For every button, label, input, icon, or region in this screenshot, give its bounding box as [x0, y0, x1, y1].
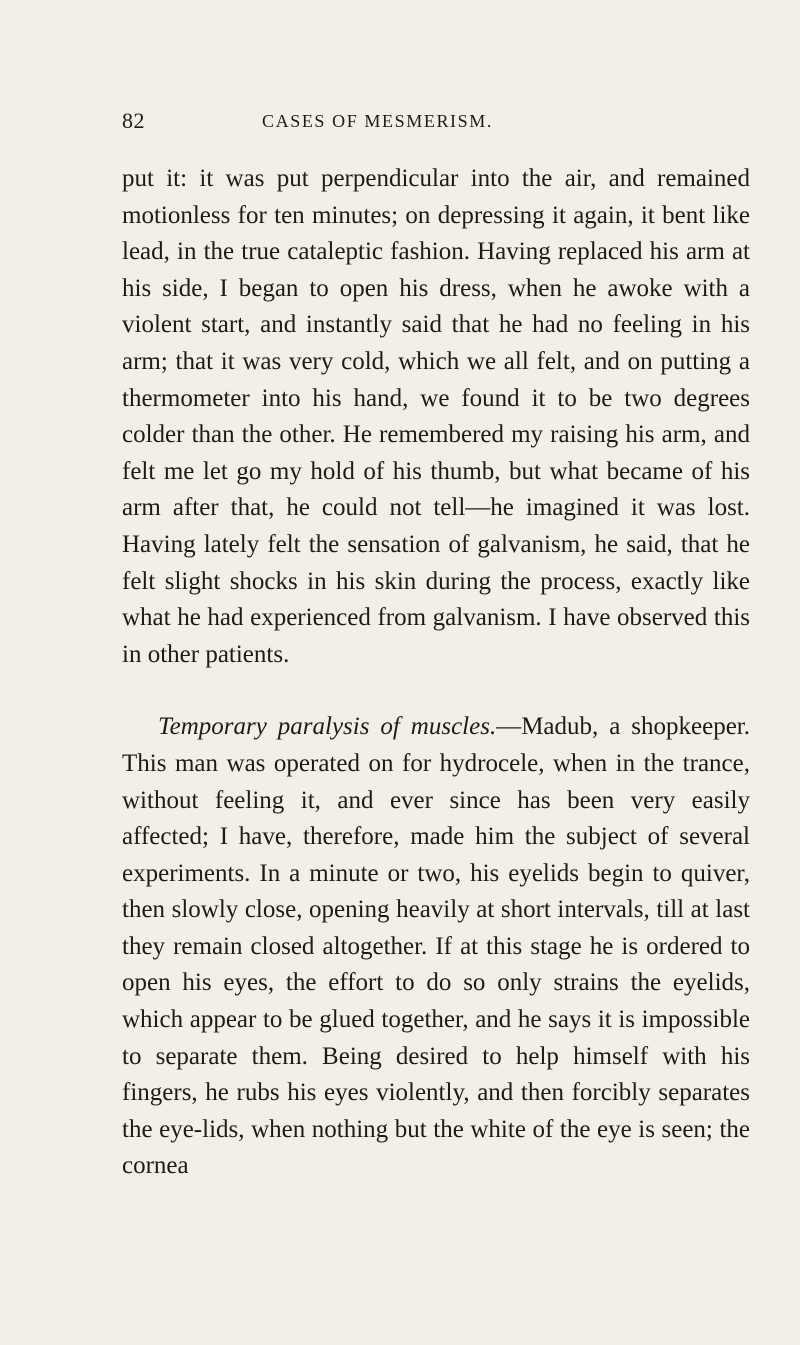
paragraph-temporary-paralysis [122, 709, 750, 1185]
page-number: 82 [122, 108, 145, 133]
paragraph-cataleptic-arm [122, 161, 750, 673]
paragraph-lead-in: Temporary paralysis of muscles. [158, 713, 497, 741]
running-head-title: CASES OF MESMERISM. [262, 111, 493, 131]
paragraph-text: —Madub, a shopkeeper. This man was operated on for hydrocele, when in the trance, without feeling it, and ever since has been very easily affected; I have, therefore, made him the subject of several experiments. In a minute or two, his eyelids begin to quiver, then slowly close, opening heavily at short intervals, till at last they remain closed altogether. If at this stage he is ordered to open his eyes, the effort to do so only strains the eyelids, which appear to be glued together, and he says it is impossible to separate them. Being desired to help himself with his fingers, he rubs his eyes violently, and then forcibly separates the eye-lids, when nothing but the white of the eye is seen; the cornea [122, 713, 750, 1180]
paragraph-text: put it: it was put perpendicular into the air, and remained motionless for ten minutes; on depressing it again, it bent like lead, in the true cataleptic fashion. Having replaced his arm at his side, I began to open his dress, when he awoke with a violent start, and instantly said that he had no feeling in his arm; that it was very cold, which we all felt, and on putting a thermometer into his hand, we found it to be two degrees colder than the other. He remembered my raising his arm, and felt me let go my hold of his thumb, but what became of his arm after that, he could not tell—he imagined it was lost. Having lately felt the sensation of galvanism, he said, that he felt slight shocks in his skin during the process, exactly like what he had experienced from galvanism. I have observed this in other patients. [122, 165, 750, 668]
body-text [122, 161, 750, 1185]
running-head [122, 108, 750, 138]
